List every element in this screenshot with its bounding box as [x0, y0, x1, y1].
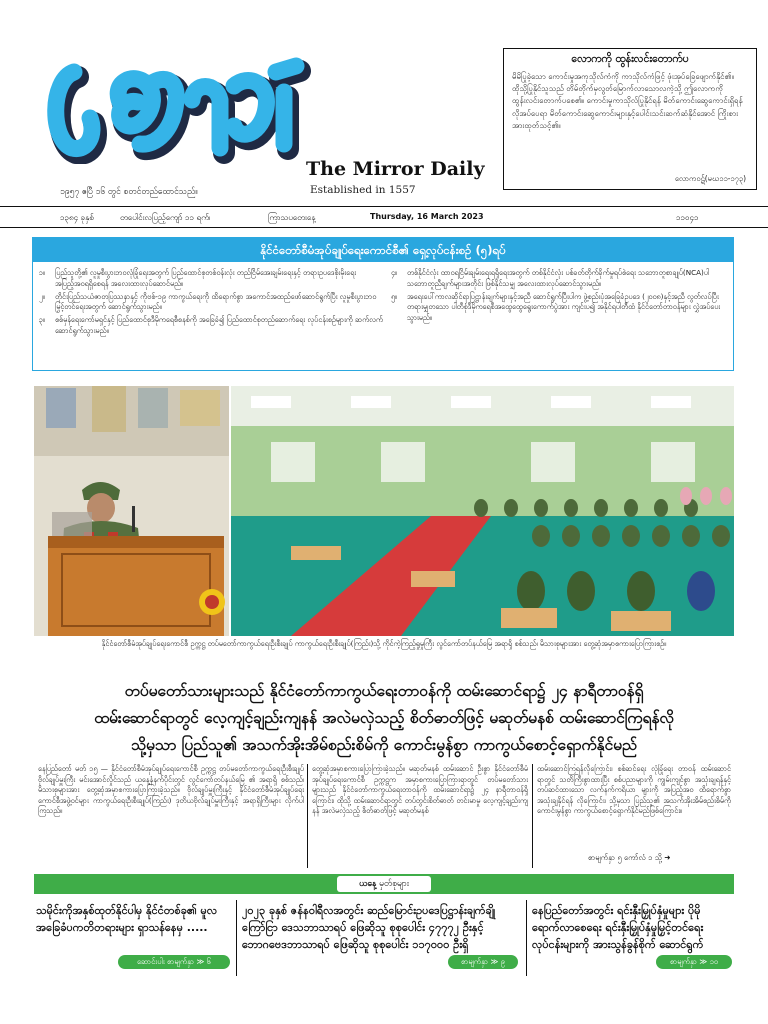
masthead-founded-date: ၁၉၅၇ ဧပြီ ၁၆ တွင် စတင်တည်ထောင်သည်။ — [60, 187, 198, 197]
quote-title: လောကကို ထွန်းလင်းတောက်ပ — [571, 53, 689, 65]
teaser-divider — [236, 900, 237, 976]
objective-number: ၄။ — [391, 268, 398, 277]
headline-line-1: တပ်မတော်သားများသည် နိုင်ငံတော်ကာကွယ်ရေးတာဝန်ကို ထမ်းဆောင်ရာ၌ ၂၄ နာရီတာဝန်ရှိ — [124, 682, 644, 700]
objectives-title: နိုင်ငံတော်စီမံအုပ်ချုပ်ရေးကောင်စီ၏ ရှေ့လုပ်ငန်းစဉ် (၅)ရပ် — [33, 238, 733, 262]
objective-text: တစ်နိုင်ငံလုံး ထာဝရငြိမ်းချမ်းရေးရရှိရေးအတွက် တစ်နိုင်ငံလုံး ပစ်ခတ်တိုက်ခိုက်မှုရပ်စဲရေး သဘောတူစာချုပ်(NCA)ပါ သဘောတူညီချက်များအတိုင်း ဖြစ်နိုင်သမျှ အလေးထားလုပ်ဆောင်သွားမည်။ — [407, 268, 710, 288]
objectives-left-column — [39, 268, 383, 339]
column-divider — [532, 764, 533, 868]
masthead-established: Established in 1557 — [310, 184, 416, 196]
column-divider — [307, 764, 308, 868]
objective-number: ၁။ — [39, 268, 46, 277]
objectives-box — [32, 237, 734, 371]
dateline-weekday: ကြာသပတေးနေ့ — [268, 213, 316, 222]
objective-item — [39, 315, 383, 337]
dateline-volume: ၁၃၈၄ ခုနှစ် — [60, 213, 94, 222]
inside-label-text: မှတ်စုများ — [379, 879, 409, 889]
headline-line-2: ထမ်းဆောင်ရာတွင် လေ့ကျင့်ချည်းကျနန် အလဲမလှဲသည့် စိတ်ဓာတ်ဖြင့် မဆုတ်မနစ် ထမ်းဆောင်ကြရန်လို — [94, 709, 674, 727]
photo-audience-hall — [231, 386, 734, 636]
objective-item — [391, 268, 727, 290]
inside-banner — [34, 874, 734, 894]
masthead-english-title: The Mirror Daily — [306, 158, 485, 180]
dateline-issue-number: ၁၁၀၄၁ — [676, 213, 699, 222]
teaser-3[interactable]: နေပြည်တော်အတွင်း ရင်းနှီးမြှုပ်နှံမှုများ ပိုမိုရောက်လာစေရေး ရင်းနှီးမြှုပ်နှံမှုမြှင့်တင်ရေးလုပ်ငန်းများကို အားသွန်ခွန်စိုက် ဆောင်ရွက် — [532, 904, 704, 951]
dateline-mm-date: တပေါင်းလပြည့်ကျော် ၁၁ ရက်၊ — [120, 213, 211, 222]
objective-text: ပြည်သူတို့၏ လူမှုစီးပွားဘဝလုံခြုံရေးအတွက် ပြည်ထောင်စုတစ်ဝန်းလုံး တည်ငြိမ်အေးချမ်းရေးနှင့် တရားဥပဒေစိုးမိုးရေး အပြည့်အဝရရှိစေရန် အလေးထားလုပ်ဆောင်မည်။ — [55, 268, 357, 288]
dateline-english-date: Thursday, 16 March 2023 — [370, 212, 484, 221]
teaser-1[interactable]: သမိုင်းကိုအနှစ်ထုတ်နိုင်ပါမှ နိုင်ငံတစ်ခု၏ မူလအခြေခံပကတိတရားများ ရှာသန်နေမှ ..... — [36, 904, 218, 934]
inside-label-bold: ယနေ့ — [359, 879, 377, 889]
photo-caption: နိုင်ငံတော်စီမံအုပ်ချုပ်ရေးကောင်စီ ဥက္ကဋ္ဌ တပ်မတော်ကာကွယ်ရေးဦးစီးချုပ် ကာကွယ်ရေးဦးစီးချုပ်(ကြည်း)သို့ ကိုင်ကဲ့ကြည့်ရှုမှုကြီး လွင်ကော်တပ်နယ်မြေ အရာရှိ စစ်သည်၊ မိသားစုများအား တွေ့ဆုံအမှာစကားပြောကြားစဉ်။ — [101, 639, 667, 648]
headline-line-3: သို့မှသာ ပြည်သူ၏ အသက်အိုးအိမ်စည်းစိမ်ကို ကောင်းမွန်စွာ ကာကွယ်စောင့်ရှောက်နိုင်မည် — [131, 736, 637, 754]
inside-label — [337, 876, 431, 892]
objectives-right-column — [391, 268, 727, 326]
teaser-2[interactable]: ၂၀၂၃ ခုနှစ် ဇန်နဝါရီလအတွင်း ဆည်မြောင်းဥပဒေပြဋ္ဌာန်းချက်ချို ကြော်ငြာ ဒေသဘာသာရပ် ဖြေဆိုသူ စုစုပေါင်း ၄၇၇၇၂ ဦးနှင့် ဘောဂဗေဒဘာသာရပ် ဖြေဆိုသူ စုစုပေါင်း ၁၁၇၀၀၀ ဦးရှိ — [242, 904, 496, 951]
newspaper-logo — [44, 52, 314, 164]
objective-number: ၂။ — [39, 291, 45, 301]
continued-link[interactable]: စာမျက်နှာ ၅ ကော်လံ ၁ သို့ ➜ — [588, 853, 671, 862]
dateline-bar — [0, 206, 768, 228]
photo-speaker-podium — [34, 386, 229, 636]
objective-number: ၃။ — [39, 315, 46, 325]
teaser-2-page-pill[interactable]: စာမျက်နှာ ≫ ၉ — [448, 955, 518, 969]
objective-number: ၅။ — [391, 291, 398, 301]
objective-item — [39, 292, 383, 314]
objective-text: တိုင်းပြည်သယံဇာတပြဿနာနှင့် ကိုဗစ်-၁၉ ကာကွယ်ရေးကို ထိရောက်စွာ အကောင်အထည်ဖော်ဆောင်ရွက်ပြီး လူမှုစီးပွားဘဝမြှင့်တင်ရေးအတွက် ဆောင်ရွက်သွားမည်။ — [55, 291, 377, 312]
article-column-2: တွေ့ဆုံအမှာစကားပြောကြားခဲ့သည်။ မဆုတ်မနစ် ထမ်းဆောင် ဦးစွာ နိုင်ငံတော်စီမံအုပ်ချုပ်ရေးကောင်စီ ဥက္ကဋ္ဌက အမှာစကားပြောကြားရာတွင် တပ်မတော်သားများသည် နိုင်ငံတော်ကာကွယ်ရေးတာဝန်ကို ထမ်းဆောင်ရာ၌ ၂၄ နာရီတာဝန်ရှိကြောင်း၊ ထိုသို့ ထမ်းဆောင်ရာတွင် တပ်တွင်းစိတ်ဓာတ် တင်းမာမှု လေ့ကျင့်ချည်းကျနန် အလဲမလှဲသည့် စိတ်ဓာတ်ဖြင့် မဆုတ်မနစ် — [312, 764, 528, 816]
teaser-3-page-pill[interactable]: စာမျက်နှာ ≫ ၁၀ — [656, 955, 732, 969]
objective-text: အရေးပေါ်ကာလဆိုင်ရာပြဋ္ဌာန်းချက်များနှင့်အညီ ဆောင်ရွက်ပြီးပါက ဖွဲ့စည်းပုံအခြေခံဥပဒေ (၂၀၀၈)နှင့်အညီ လွတ်လပ်ပြီး တရားမျှတသော ပါတီစုံဒီမိုကရေစီအထွေထွေရွေးကောက်ပွဲအား ကျင်းပ၍ အနိုင်ရပါတီထံ နိုင်ငံတော်တာဝန်များ လွှဲအပ်ပေးသွားမည်။ — [407, 291, 721, 323]
quote-body: မိမိပြုခဲ့သော ကောင်းမှုအကုသိုလ်ကံကို ကာသိုလ်ကံဖြင့် ဖုံးအုပ်ခြေဖျောက်နိုင်၏။ ထိုသို့ပြုနိုင်သူသည် တိမ်တိုက်မှလွတ်မြောက်လာသောလကဲ့သို့ ဤလောကကို ထွန်းလင်းတောက်ပစေ၏။ ကောင်းမှုကာသိုလ်ပြုနိုင်ရန် မိတ်ကောင်းဆွေကောင်းရှိရန် လိုအပ်ပေရာ မိတ်ကောင်းဆွေကောင်းများနှင့်ပေါင်းသင်းဆက်ဆံနိုင်အောင် ကြိုးစားအားထုတ်သင့်၏။ — [512, 72, 743, 130]
teaser-1-page-pill[interactable]: ဆောင်းပါး စာမျက်နှာ ≫ ၆ — [118, 955, 230, 969]
quote-source: လောကဝဋ်(မဃ၁၁-၁၇၃) — [674, 174, 746, 183]
article-column-1: နေပြည်တော် မတ် ၁၅ — နိုင်ငံတော်စီမံအုပ်ချုပ်ရေးကောင်စီ ဥက္ကဋ္ဌ တပ်မတော်ကာကွယ်ရေးဦးစီးချုပ် ဗိုလ်ချုပ်မှူးကြီး မင်းအောင်လှိုင်သည် ယနေ့နံနက်ပိုင်းတွင် လွင်ကော်တပ်နယ်မြေ ၏ အရာရှိ စစ်သည်၊ မိသားစုများအား တွေ့ဆုံအမှာစကားပြောကြားခဲ့သည်။ ဗိုလ်ချုပ်မှူးကြီးနှင့် နိုင်ငံတော်စီမံအုပ်ချုပ်ရေးကောင်စီအဖွဲ့ဝင်များ ကာကွယ်ရေးဦးစီးချုပ်(ကြည်း) ဒုတိယဗိုလ်ချုပ်မှူးကြီးနှင့် အရာရှိကြီးများ လိုက်ပါကြသည်။ — [38, 764, 304, 816]
objective-item — [39, 268, 383, 290]
teaser-divider — [526, 900, 527, 976]
objective-text: စစ်မှန်ရေးကော်မရှင်နှင့် ပြည်ထောင်စုဒီမိုကရေစီစနစ်ကို အခြေခံ၍ ပြည်ထောင်စုတည်ဆောက်ရေး လုပ်ငန်းစဉ်များကို ဆက်လက်ဆောင်ရွက်သွားမည်။ — [55, 315, 383, 335]
objective-item — [391, 292, 727, 324]
quote-box — [503, 48, 757, 190]
article-column-3: ထမ်းဆောင်ကြရန်လိုကြောင်း၊ စစ်ဆင်ရေး လုံခြုံရေး တာဝန် ထမ်းဆောင်ရာတွင် သတိကြီးစွာထားပြီး စစ်ပညာများကို ကျွမ်းကျင်စွာ အသုံးချရန်နှင့် တပ်ဆင်ထားသော လက်နက်ကရိယာ များကို အပြည့်အဝ ထိရောက်စွာ အသုံးချနိုင်ရန် လိုကြောင်း၊ သို့မှသာ ပြည်သူ၏ အသက်အိုးအိမ်စည်းစိမ်ကို ကောင်းမွန်စွာ ကာကွယ်စောင့်ရှောက်နိုင်မည်ဖြစ်ကြောင်း။ — [537, 764, 731, 816]
